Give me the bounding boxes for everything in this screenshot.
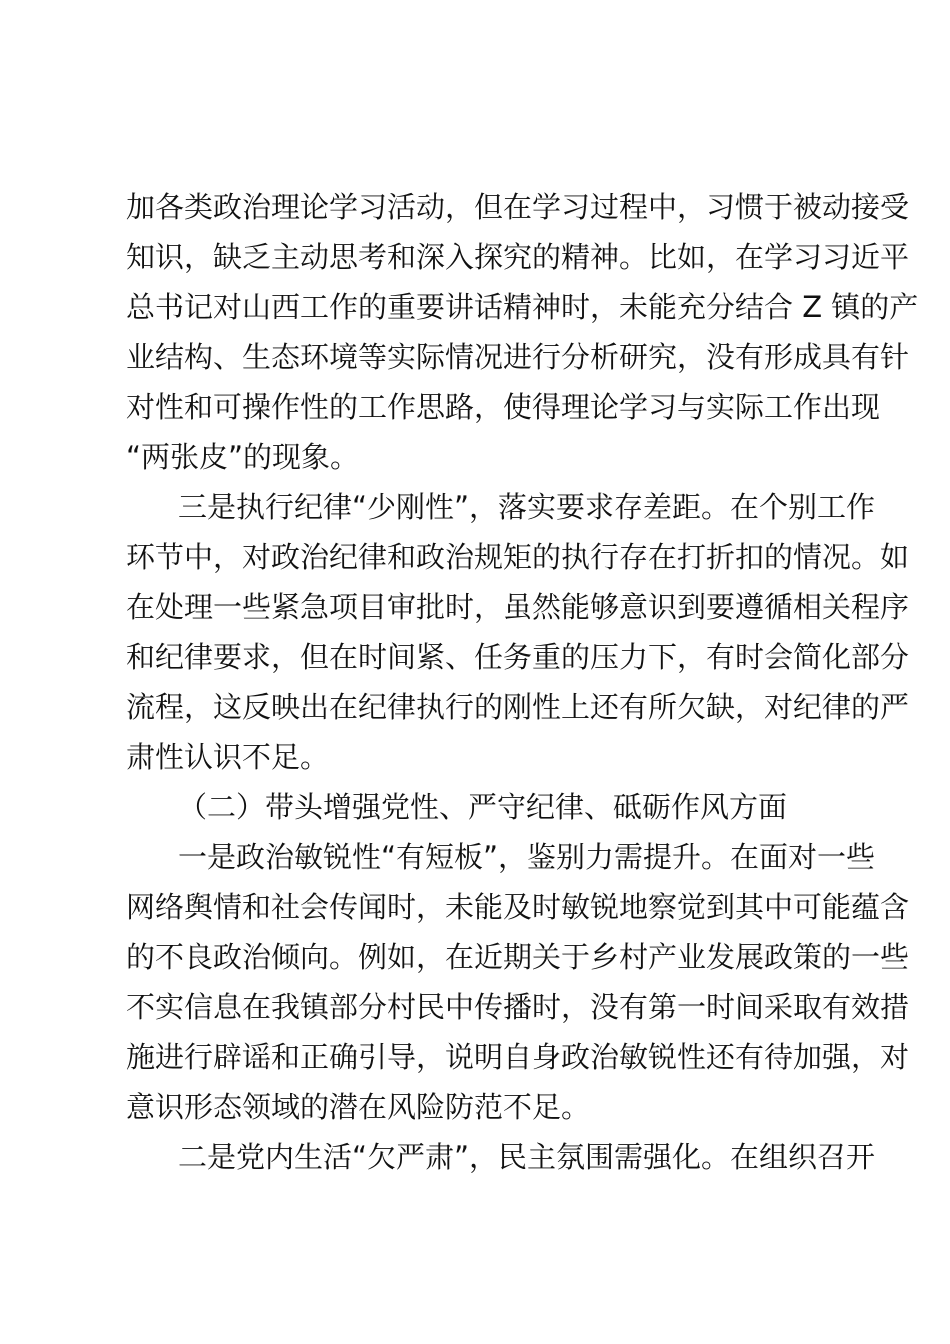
text-line: 流程，这反映出在纪律执行的刚性上还有所欠缺，对纪律的严 bbox=[126, 690, 910, 724]
text-line: 对性和可操作性的工作思路，使得理论学习与实际工作出现 bbox=[126, 390, 881, 424]
section-heading: （二）带头增强党性、严守纪律、砥砺作风方面 bbox=[178, 790, 788, 824]
text-line: 网络舆情和社会传闻时，未能及时敏锐地察觉到其中可能蕴含 bbox=[126, 890, 910, 924]
text-line: “两张皮”的现象。 bbox=[126, 440, 360, 474]
text-line: 肃性认识不足。 bbox=[126, 740, 330, 774]
text-line: 和纪律要求，但在时间紧、任务重的压力下，有时会简化部分 bbox=[126, 640, 910, 674]
text-line: 一是政治敏锐性“有短板”，鉴别力需提升。在面对一些 bbox=[178, 840, 876, 874]
text-line: 环节中，对政治纪律和政治规矩的执行存在打折扣的情况。如 bbox=[126, 540, 910, 574]
text-line: 加各类政治理论学习活动，但在学习过程中，习惯于被动接受 bbox=[126, 190, 910, 224]
text-line: 在处理一些紧急项目审批时，虽然能够意识到要遵循相关程序 bbox=[126, 590, 910, 624]
text-line: 不实信息在我镇部分村民中传播时，没有第一时间采取有效措 bbox=[126, 990, 910, 1024]
text-line: 二是党内生活“欠严肃”，民主氛围需强化。在组织召开 bbox=[178, 1140, 876, 1174]
text-line: 意识形态领域的潜在风险防范不足。 bbox=[126, 1090, 591, 1124]
text-line: 三是执行纪律“少刚性”，落实要求存差距。在个别工作 bbox=[178, 490, 876, 524]
text-line: 施进行辟谣和正确引导，说明自身政治敏锐性还有待加强，对 bbox=[126, 1040, 910, 1074]
text-line: 知识，缺乏主动思考和深入探究的精神。比如，在学习习近平 bbox=[126, 240, 910, 274]
text-line: 总书记对山西工作的重要讲话精神时，未能充分结合 Z 镇的产 bbox=[126, 290, 919, 324]
text-line: 的不良政治倾向。例如，在近期关于乡村产业发展政策的一些 bbox=[126, 940, 910, 974]
text-line: 业结构、生态环境等实际情况进行分析研究，没有形成具有针 bbox=[126, 340, 910, 374]
